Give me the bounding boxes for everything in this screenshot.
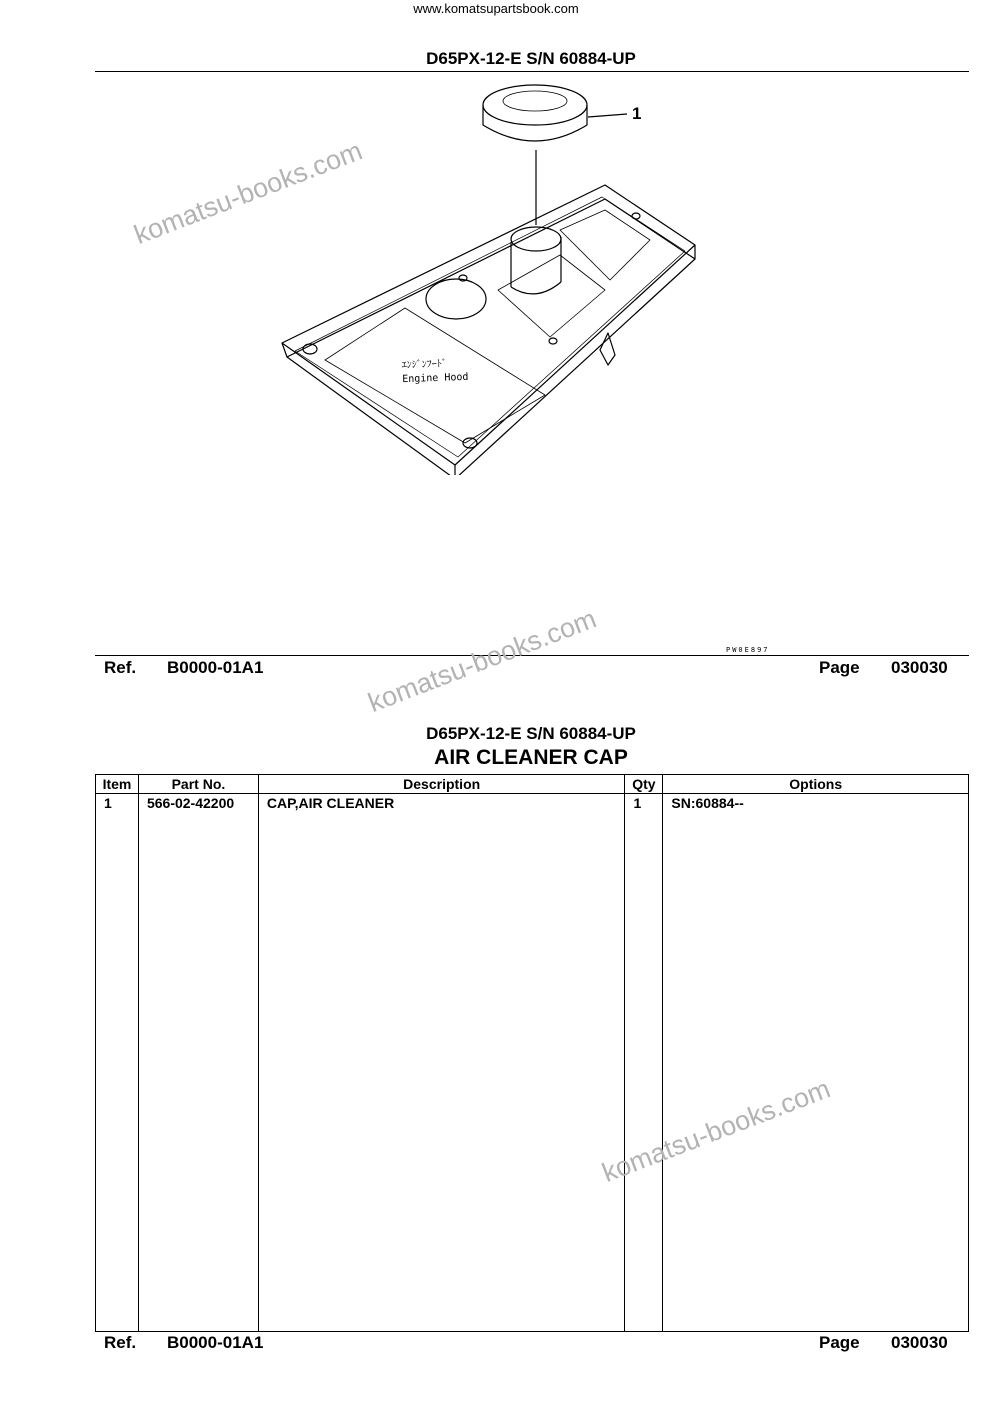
cell-item: 1 [96, 794, 139, 812]
hood-plate [282, 185, 695, 465]
parts-illustration [270, 75, 710, 475]
hood-round-opening [426, 279, 486, 319]
support-leg [600, 333, 615, 365]
ref-code-top: B0000-01A1 [167, 658, 264, 677]
cell-qty: 1 [625, 794, 663, 812]
header-item: Item [96, 775, 139, 794]
cell-options: SN:60884-- [663, 794, 969, 812]
illustration-code: PW0E897 [726, 646, 770, 654]
header-description: Description [258, 775, 625, 794]
hood-label-en: Engine Hood [402, 371, 469, 386]
hood-label-jp: ｴﾝｼﾞﾝﾌｰﾄﾞ [401, 358, 447, 372]
site-url[interactable]: www.komatsupartsbook.com [413, 1, 579, 16]
hood-panel [498, 255, 605, 337]
cell-description: CAP,AIR CLEANER [258, 794, 625, 812]
watermark: komatsu-books.com [598, 1073, 835, 1189]
cell-part-no: 566-02-42200 [138, 794, 258, 812]
header-options: Options [663, 775, 969, 794]
callout-number: 1 [632, 104, 642, 123]
ref-label-bottom: Ref. [104, 1333, 137, 1352]
hood-hole [632, 213, 640, 219]
table-header-row [96, 775, 969, 794]
header-qty: Qty [625, 775, 663, 794]
header-part-no: Part No. [138, 775, 258, 794]
table-row [96, 794, 969, 812]
section-title: AIR CLEANER CAP [434, 746, 628, 769]
page-number-top: 030030 [891, 658, 948, 677]
parts-table [95, 774, 969, 1332]
watermark: komatsu-books.com [130, 135, 367, 251]
ref-label-top: Ref. [104, 658, 137, 677]
hood-label [402, 357, 469, 387]
table-empty-space [96, 812, 969, 1332]
page-number-bottom: 030030 [891, 1333, 948, 1352]
page-label-bottom: Page [819, 1333, 860, 1352]
header-rule [95, 71, 969, 72]
ref-code-bottom: B0000-01A1 [167, 1333, 264, 1352]
intake-pipe [511, 237, 561, 287]
hood-hole [549, 338, 557, 344]
model-title-bottom: D65PX-12-E S/N 60884-UP [426, 724, 636, 743]
page-label-top: Page [819, 658, 860, 677]
model-title-top: D65PX-12-E S/N 60884-UP [426, 49, 636, 68]
watermark: komatsu-books.com [364, 603, 601, 719]
